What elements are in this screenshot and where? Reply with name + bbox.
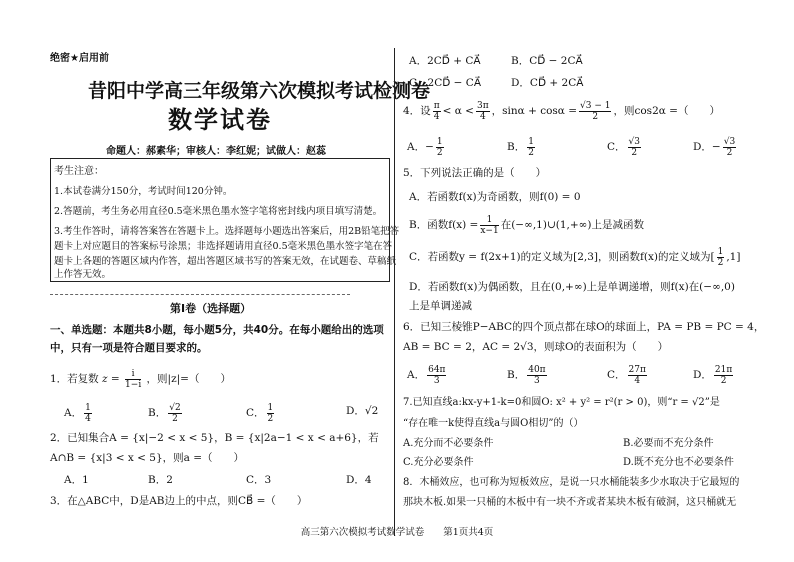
notes-heading: 考生注意： <box>54 166 104 177</box>
q1-option-a[interactable]: A． $\frac{1}{4}$ <box>64 402 91 424</box>
part1-title: 第Ⅰ卷（选择题） <box>170 302 252 315</box>
question-6: 6．已知三棱锥P−ABC的四个顶点都在球O的球面上，PA = PB = PC = 4， <box>403 321 765 333</box>
part1-instruction: 一、单选题：本题共8小题，每小题5分，共40分。在每小题给出的选项 <box>50 324 384 336</box>
q1-option-d[interactable]: D．√2 <box>346 405 379 417</box>
q6-option-b[interactable]: B． $\frac{40\pi}{3}$ <box>507 364 546 386</box>
q5-option-d-line2: 上是单调递减 <box>409 300 472 312</box>
notes-item: 上作答无效。 <box>54 269 112 280</box>
notes-item: 3.考生作答时，请将答案答在答题卡上。选择题每小题选出答案后，用2B铅笔把答 <box>54 226 400 237</box>
q3-option-c[interactable]: C．2CD⃗ − CA⃗ <box>409 77 482 89</box>
column-divider <box>394 48 395 536</box>
q6-option-a[interactable]: A． $\frac{64\pi}{3}$ <box>407 364 446 386</box>
q2-option-d[interactable]: D．4 <box>346 474 372 486</box>
q6-option-c[interactable]: C． $\frac{27\pi}{4}$ <box>607 364 646 386</box>
question-4: 4．设 $\frac{\pi}{4}$ < α < $\frac{3\pi}{4}$ ，sinα + cosα = $\frac{√3 - 1}{2}$ ，则cos2α =（ ） <box>403 100 720 122</box>
question-3: 3．在△ABC中，D是AB边上的中点，则CB⃗ =（ ） <box>50 495 308 507</box>
q5-option-b[interactable]: B．函数f(x) = $\frac{1}{x-1}$ 在(−∞,1)∪(1,+∞)上是减函数 <box>409 214 645 236</box>
question-6-line2: AB = BC = 2，AC = 2√3，则球O的表面积为（ ） <box>403 341 669 353</box>
q1-option-c[interactable]: C． $\frac{1}{2}$ <box>246 402 274 424</box>
q4-option-c[interactable]: C． $\frac{√3}{2}$ <box>607 136 641 158</box>
question-8: 8．木桶效应，也可称为短板效应，是说一只水桶能装多少水取决于它最短的 <box>403 477 740 488</box>
q4-option-a[interactable]: A．− $\frac{1}{2}$ <box>407 136 443 158</box>
notes-item: 题卡上各题的答题区域内作答，超出答题区域书写的答案无效，在试题卷、草稿纸 <box>54 256 397 267</box>
q1-stem: 1．若复数 <box>50 373 99 385</box>
part1-instruction: 中，只有一项是符合题目要求的。 <box>50 342 208 354</box>
staff-line: 命题人：郝素华；审核人：李红妮；试做人：赵蕊 <box>106 146 326 157</box>
q1-stem-end: ，则|z|=（ ） <box>146 373 231 385</box>
notes-box <box>50 158 400 282</box>
question-7-line2: “存在唯一k使得直线a与圆O相切”的（） <box>403 418 584 429</box>
q1-var: z = <box>102 373 120 385</box>
question-2: 2．已知集合A = {x|−2 < x < 5}，B = {x|2a−1 < x < a+6}，若 <box>50 432 379 444</box>
q7-option-a[interactable]: A.充分而不必要条件 <box>403 438 494 449</box>
q5-option-a[interactable]: A．若函数f(x)为奇函数，则f(0) = 0 <box>409 191 581 203</box>
q2-option-b[interactable]: B．2 <box>148 474 173 486</box>
question-7: 7.已知直线a:kx-y+1-k=0和圆O: x² + y² = r²(r > 0)，则“r = √2”是 <box>403 397 720 408</box>
q1-option-b[interactable]: B． $\frac{√2}{2}$ <box>148 402 181 424</box>
school-title: 昔阳中学高三年级第六次模拟考试检测卷 <box>88 80 431 102</box>
q1-fraction: $\frac{i}{1-i}$ <box>125 368 142 390</box>
q2-option-c[interactable]: C．3 <box>246 474 272 486</box>
page-footer: 高三第六次模拟考试数学试卷 第1页共4页 <box>300 527 494 538</box>
q5-option-c[interactable]: C．若函数y = f(2x+1)的定义域为[2,3]，则函数f(x)的定义域为[ $\frac{1}{2}$ ,1] <box>409 246 741 268</box>
q5-option-d[interactable]: D．若函数f(x)为偶函数，且在(0,+∞)上是单调递增，则f(x)在(−∞,0) <box>409 281 735 293</box>
subject-title: 数学试卷 <box>168 106 272 134</box>
section-divider <box>50 294 350 296</box>
q3-option-b[interactable]: B．CD⃗ − 2CA⃗ <box>511 55 583 67</box>
question-1 <box>50 366 231 392</box>
question-5: 5．下列说法正确的是（ ） <box>403 167 547 179</box>
q3-option-a[interactable]: A．2CD⃗ + CA⃗ <box>409 55 481 67</box>
q4-option-d[interactable]: D．− $\frac{√3}{2}$ <box>693 136 736 158</box>
notes-item: 2.答题前，考生务必用直径0.5毫米黑色墨水签字笔将密封线内项目填写清楚。 <box>54 206 383 217</box>
q4-option-b[interactable]: B． $\frac{1}{2}$ <box>507 136 534 158</box>
question-8-line2: 那块木板.如果一只桶的木板中有一块不齐或者某块木板有破洞，这只桶就无 <box>403 497 737 508</box>
q7-option-c[interactable]: C.充分必要条件 <box>403 457 474 468</box>
q3-option-d[interactable]: D．CD⃗ + 2CA⃗ <box>511 77 584 89</box>
notes-item: 1.本试卷满分150分，考试时间120分钟。 <box>54 186 233 197</box>
notes-item: 题卡上对应题目的答案标号涂黑；非选择题请用直径0.5毫米黑色墨水签字笔在答 <box>54 241 393 252</box>
q6-option-d[interactable]: D． $\frac{21\pi}{2}$ <box>693 364 733 386</box>
secret-label: 绝密★启用前 <box>50 53 109 64</box>
q7-option-b[interactable]: B.必要而不充分条件 <box>623 438 714 449</box>
question-2-line2: A∩B = {x|3 < x < 5}，则a =（ ） <box>50 452 245 464</box>
q2-option-a[interactable]: A．1 <box>64 474 89 486</box>
q7-option-d[interactable]: D.既不充分也不必要条件 <box>623 457 734 468</box>
